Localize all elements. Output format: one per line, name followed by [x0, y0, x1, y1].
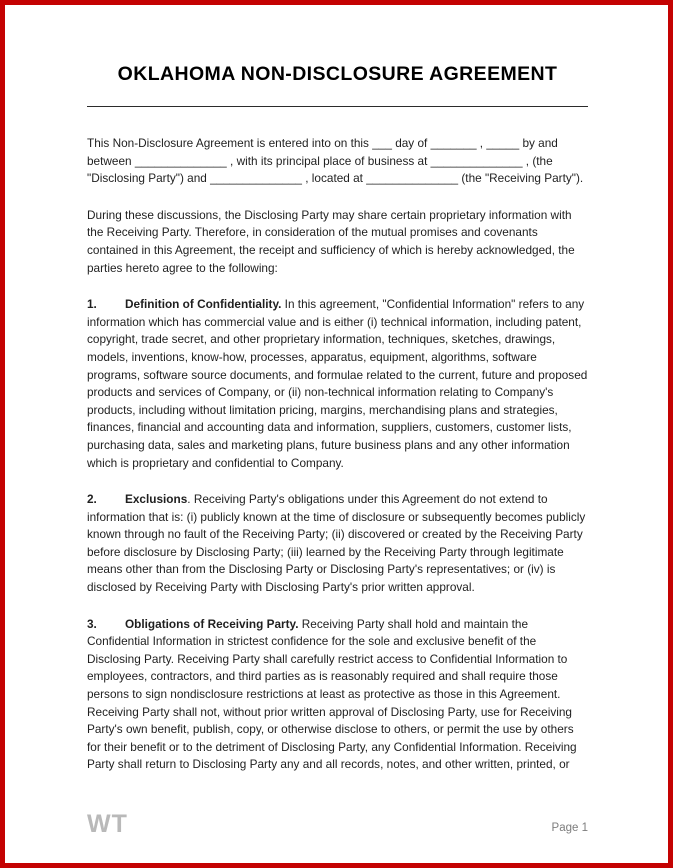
section-number: 1.	[87, 297, 97, 312]
section-body: Receiving Party shall hold and maintain the Confidential Information in strictest confidence for the sole and exclusive benefit of the Disclosing Party. Receiving Party shall carefully restrict access to Confidential Information to employees, contractors, and third parties as is reasonably required and shall require those persons to sign nondisclosure restrictions at least as protective as those in this Agreement. Receiving Party shall not, without prior written approval of Disclosing Party, use for Receiving Party's own benefit, publish, copy, or otherwise disclose to others, or permit the use by others for their benefit or to the detriment of Disclosing Party, any Confidential Information. Receiving Party shall return to Disclosing Party any and all records, notes, and other written, printed, or	[87, 616, 577, 772]
section-definition-of-confidentiality	[87, 296, 588, 472]
section-body: . Receiving Party's obligations under this Agreement do not extend to information that is: (i) publicly known at the time of disclosure or subsequently becomes publicly known through no fault of the Receiving Party; (ii) discovered or created by the Receiving Party before disclosure by Disclosing Party; (iii) learned by the Receiving Party through legitimate means other than from the Disclosing Party or Disclosing Party's representatives; or (iv) is disclosed by Receiving Party with Disclosing Party's prior written approval.	[87, 492, 586, 595]
section-heading: Exclusions	[125, 492, 188, 507]
intro-paragraph-1: This Non-Disclosure Agreement is entered into on this ___ day of _______ , _____ by and between ______________ , with its principal place of business at ______________ , (the "Disclosing Party") and ______________ , located at ______________ (the "Receiving Party").	[87, 136, 584, 186]
section-body: In this agreement, "Confidential Information" refers to any information which has commercial value and is either (i) technical information, including patent, copyright, trade secret, and other proprietary information, techniques, sketches, drawings, models, inventions, know-how, processes, apparatus, equipment, algorithms, software programs, software source documents, and formulae related to the current, future and proposed products and services of Company, or (ii) non-technical information relating to Company's products, including without limitation pricing, margins, merchandising plans and strategies, finances, financial and accounting data and information, suppliers, customers, customer lists, purchasing data, sales and marketing plans, future business plans and any other information which is proprietary and confidential to Company.	[87, 297, 588, 470]
watermark-logo: WT	[87, 810, 128, 838]
page-footer	[5, 810, 668, 839]
document-content	[5, 5, 668, 774]
title-divider	[87, 106, 588, 107]
section-heading: Definition of Confidentiality.	[125, 297, 282, 312]
page-number: Page 1	[551, 822, 588, 834]
document-title: OKLAHOMA NON-DISCLOSURE AGREEMENT	[117, 63, 558, 85]
section-number: 2.	[87, 492, 97, 507]
section-obligations-of-receiving-party	[87, 616, 588, 774]
section-exclusions	[87, 491, 588, 597]
intro-paragraph-2: During these discussions, the Disclosing Party may share certain proprietary information with the Receiving Party. Therefore, in consideration of the mutual promises and covenants contained in this Agreement, the receipt and sufficiency of which is hereby acknowledged, the parties hereto agree to the following:	[87, 207, 575, 275]
section-heading: Obligations of Receiving Party.	[125, 616, 299, 631]
section-number: 3.	[87, 616, 97, 631]
